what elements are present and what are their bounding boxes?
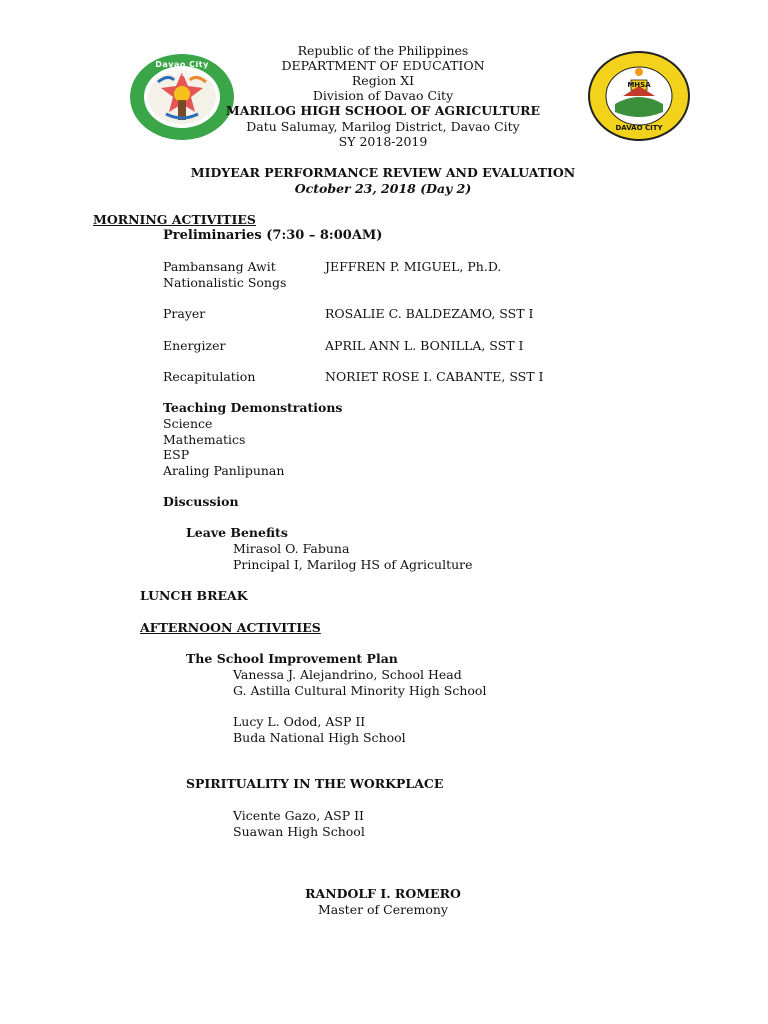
document-date: October 23, 2018 (Day 2) <box>294 181 472 196</box>
spirituality-heading: SPIRITUALITY IN THE WORKPLACE <box>186 776 444 791</box>
left-seal-text: Davao City Division <box>155 60 209 78</box>
sip-speaker: Lucy L. Odod, ASP II <box>233 714 366 729</box>
school-name: MARILOG HIGH SCHOOL OF AGRICULTURE <box>225 103 541 118</box>
program-person: APRIL ANN L. BONILLA, SST I <box>325 338 524 353</box>
region-line: Region XI <box>351 73 415 88</box>
subject-item: Mathematics <box>163 432 246 447</box>
lunch-break: LUNCH BREAK <box>140 588 248 603</box>
right-seal-center-text: MHSA <box>627 81 651 89</box>
leave-benefits-heading: Leave Benefits <box>186 525 288 540</box>
program-label: Pambansang Awit <box>163 259 276 274</box>
leave-position: Principal I, Marilog HS of Agriculture <box>233 557 473 572</box>
spirituality-school: Suawan High School <box>233 824 365 839</box>
teaching-demo-heading: Teaching Demonstrations <box>163 400 343 415</box>
right-seal-bottom-text: DAVAO CITY <box>615 124 663 132</box>
republic-line: Republic of the Philippines <box>297 43 469 58</box>
program-person: ROSALIE C. BALDEZAMO, SST I <box>325 306 534 321</box>
sip-school: G. Astilla Cultural Minority High School <box>233 683 487 698</box>
school-address: Datu Salumay, Marilog District, Davao City <box>246 119 520 134</box>
emcee-role: Master of Ceremony <box>318 902 448 917</box>
document-title: MIDYEAR PERFORMANCE REVIEW AND EVALUATION <box>190 165 576 180</box>
program-label: Nationalistic Songs <box>163 275 287 290</box>
subject-item: Araling Panlipunan <box>163 463 285 478</box>
division-line: Division of Davao City <box>312 88 454 103</box>
subject-item: ESP <box>163 447 190 462</box>
program-label: Prayer <box>163 306 206 321</box>
program-person: JEFFREN P. MIGUEL, Ph.D. <box>325 259 502 274</box>
sip-heading: The School Improvement Plan <box>186 651 398 666</box>
emcee-name: RANDOLF I. ROMERO <box>305 886 461 901</box>
program-label: Energizer <box>163 338 226 353</box>
leave-speaker: Mirasol O. Fabuna <box>233 541 350 556</box>
program-label: Recapitulation <box>163 369 256 384</box>
subject-item: Science <box>163 416 213 431</box>
sip-speaker: Vanessa J. Alejandrino, School Head <box>233 667 462 682</box>
department-line: DEPARTMENT OF EDUCATION <box>281 58 485 73</box>
sip-school: Buda National High School <box>233 730 406 745</box>
school-year: SY 2018-2019 <box>338 134 428 149</box>
afternoon-heading: AFTERNOON ACTIVITIES <box>140 620 321 635</box>
program-person: NORIET ROSE I. CABANTE, SST I <box>325 369 544 384</box>
morning-heading: MORNING ACTIVITIES <box>93 212 256 227</box>
preliminaries-heading: Preliminaries (7:30 – 8:00AM) <box>163 228 383 243</box>
discussion-heading: Discussion <box>163 494 239 509</box>
spirituality-speaker: Vicente Gazo, ASP II <box>233 808 364 823</box>
